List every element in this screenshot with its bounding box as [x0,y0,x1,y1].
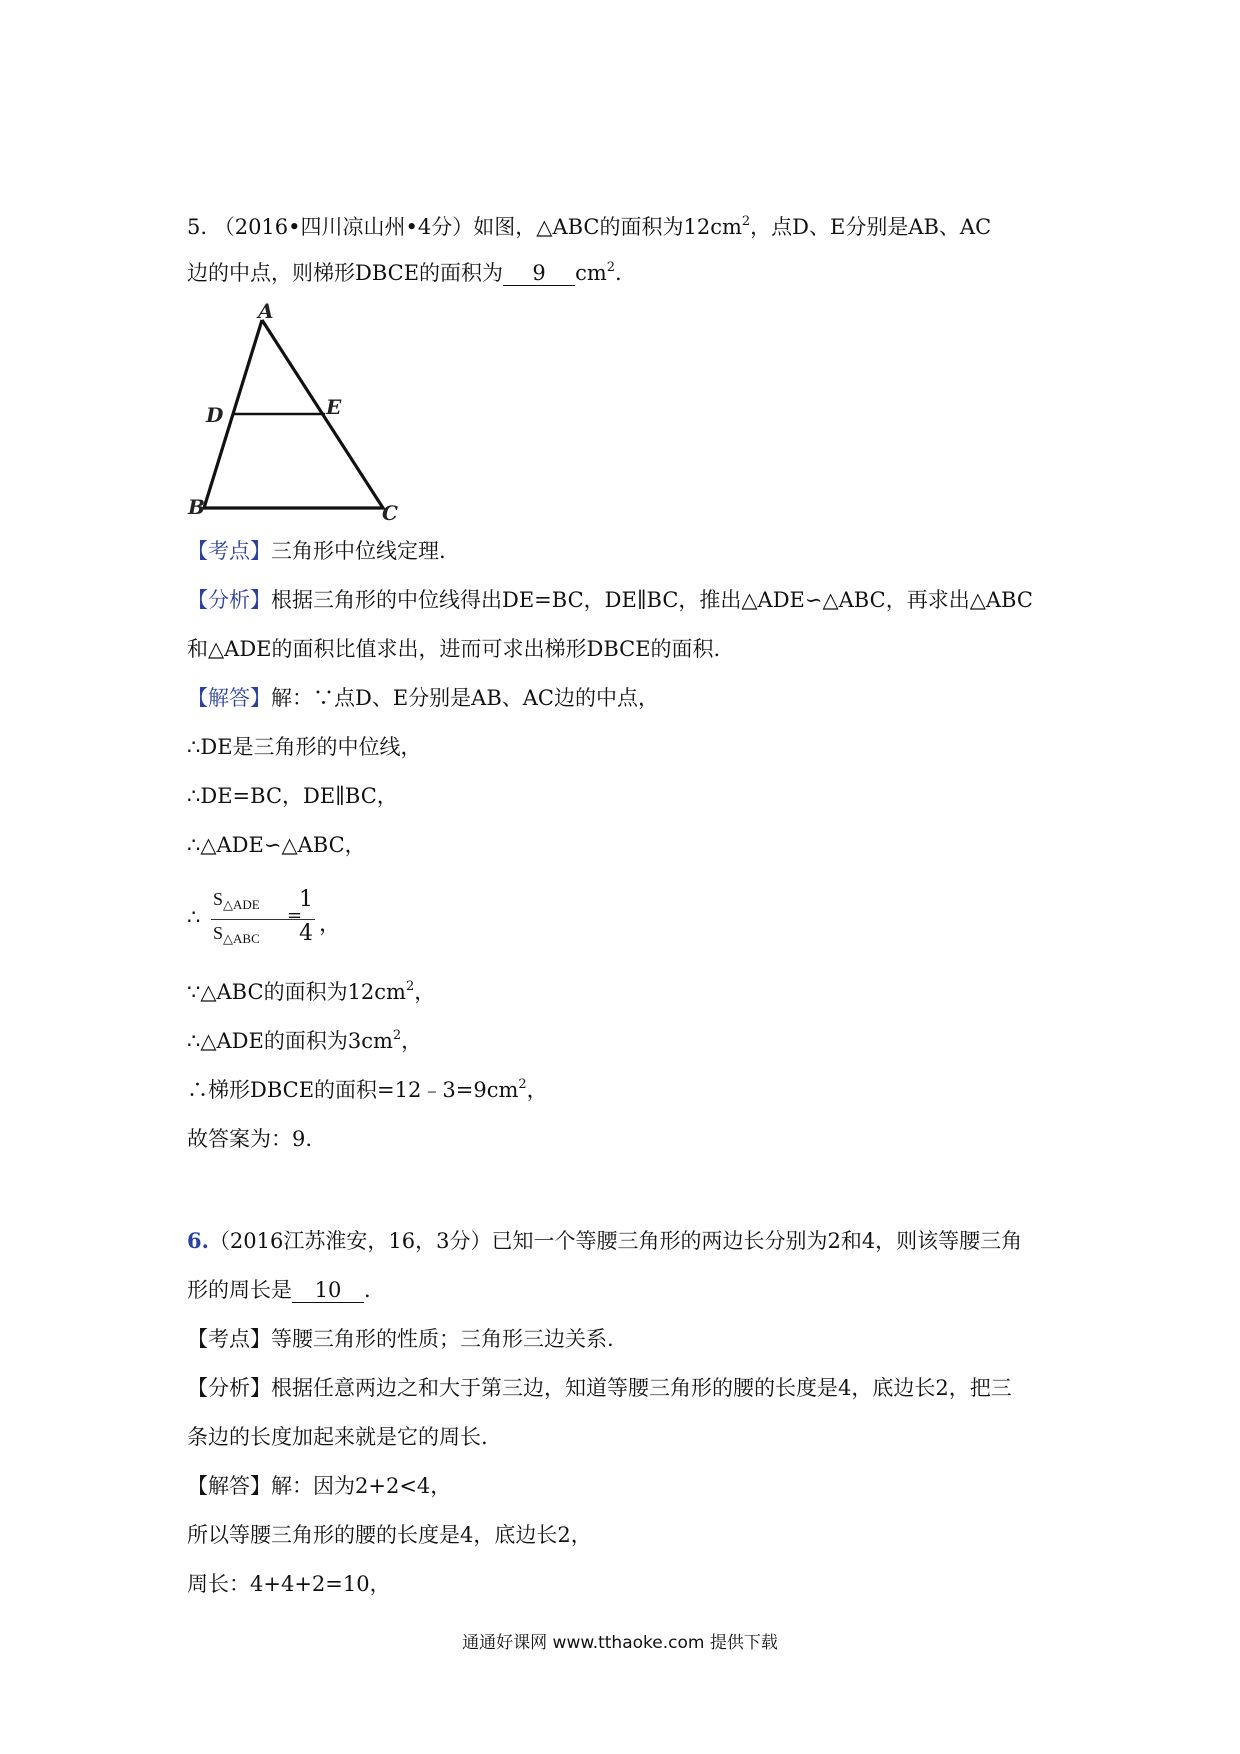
area-symbol: S [213,923,224,943]
subscript: △ADE [223,897,260,912]
fraction-bar [211,919,295,920]
period: . [615,261,622,285]
label-b: B [188,495,205,519]
jieda-text: 解：∵点D、E分别是AB、AC边的中点， [271,686,659,710]
step-text: ∴△ADE的面积为3cm [187,1029,393,1053]
fenxi-text: 根据任意两边之和大于第三边，知道等腰三角形的腰的长度是4，底边长2，把三 [271,1376,1012,1400]
jieda-tag: 【解答】 [187,1474,271,1498]
kaodian-tag: 【考点】 [187,1327,271,1351]
area-symbol: S [213,889,224,909]
q5-jieda [187,683,1120,713]
q5-fenxi-line-1 [187,585,1120,615]
solution-step [187,1075,1120,1105]
label-e: E [326,395,342,419]
solution-step: ∴DE=BC，DE∥BC， [187,784,398,808]
equals-sign: = [287,905,303,926]
q6-stem-text: （2016江苏淮安，16，3分）已知一个等腰三角形的两边长分别为2和4，则该等腰三角 [208,1229,1023,1253]
final-answer: 故答案为：9. [187,1127,313,1151]
superscript: 2 [606,260,616,275]
kaodian-text: 三角形中位线定理. [271,539,446,563]
q6-stem-text: 形的周长是 [187,1278,292,1302]
fenxi-text: 根据三角形的中位线得出DE=BC，DE∥BC，推出△ADE∽△ABC，再求出△ABC [271,588,1033,612]
solution-step: ∴DE是三角形的中位线， [187,735,422,759]
q5-stem-line-1 [187,212,1120,242]
superscript: 2 [392,1028,402,1043]
step-text-tail: ， [401,1029,423,1053]
period: . [364,1278,371,1302]
q6-fenxi-line-2: 条边的长度加起来就是它的周长. [187,1425,488,1449]
solution-step [187,977,1120,1007]
superscript: 2 [741,214,751,229]
fraction-denominator: 4 [299,921,313,946]
kaodian-text: 等腰三角形的性质；三角形三边关系. [271,1327,614,1351]
q5-kaodian [187,536,1120,566]
label-c: C [382,501,398,524]
q6-kaodian [187,1324,1120,1354]
jieda-text: 解：因为2+2<4， [271,1474,452,1498]
kaodian-tag: 【考点】 [187,539,271,563]
solution-step: ∴△ADE∽△ABC， [187,833,366,857]
label-d: D [206,403,224,427]
step-text: ∵△ABC的面积为12cm [187,980,406,1004]
page-footer: 通通好课网 www.tthaoke.com 提供下载 [462,1633,778,1653]
q5-stem-text: 5. （2016•四川凉山州•4分）如图，△ABC的面积为12cm [187,215,742,239]
step-text-tail: ， [414,980,436,1004]
q5-answer-blank: 9 [503,261,575,286]
triangle-figure [180,296,420,524]
q6-stem-line-2 [187,1275,1120,1305]
q6-number: 6. [187,1228,209,1253]
q5-stem-text-tail: ，点D、E分别是AB、AC [750,215,992,239]
q6-jieda [187,1471,1120,1501]
unit-text: cm [575,261,607,285]
q6-stem-line-1 [187,1226,1120,1256]
fraction-numerator [213,889,260,913]
superscript: 2 [405,979,415,994]
subscript: △ABC [223,931,260,946]
step-text: ∴梯形DBCE的面积=12﹣3=9cm [187,1078,519,1102]
q6-answer-blank: 10 [292,1278,364,1303]
q5-stem-text: 边的中点，则梯形DBCE的面积为 [187,261,504,285]
fenxi-tag: 【分析】 [187,588,271,612]
superscript: 2 [518,1077,527,1092]
jieda-tag: 【解答】 [187,686,271,710]
fraction-numerator: 1 [299,887,313,912]
fraction-bar [295,919,315,920]
solution-step: 周长：4+4+2=10， [187,1572,391,1596]
therefore-symbol: ∴ [187,905,201,929]
step-text-tail: ， [526,1078,548,1102]
q6-fenxi-line-1 [187,1373,1120,1403]
fraction-denominator [213,923,260,947]
comma: ， [319,912,342,937]
solution-step [187,1026,1120,1056]
solution-step: 所以等腰三角形的腰的长度是4，底边长2， [187,1523,592,1547]
label-a: A [258,299,274,323]
q5-fenxi-line-2: 和△ADE的面积比值求出，进而可求出梯形DBCE的面积. [187,637,721,661]
fenxi-tag: 【分析】 [187,1376,271,1400]
q5-stem-line-2 [187,258,1120,288]
